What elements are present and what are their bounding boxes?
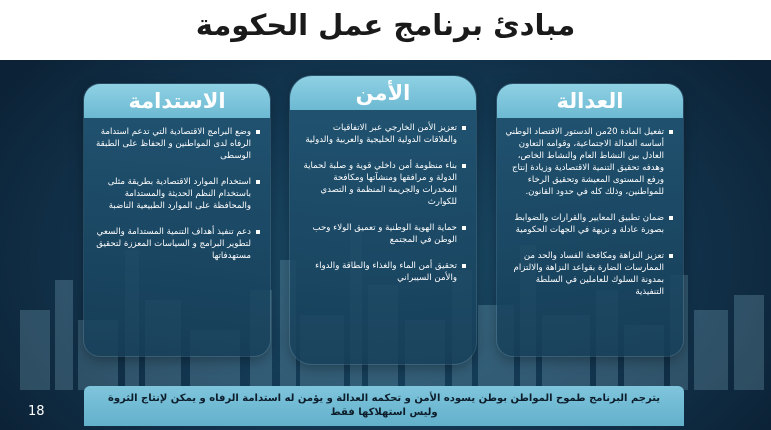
card-justice [497,84,683,356]
summary-line-2: وليس استهلاكها فقط [330,407,438,418]
list-item: استخدام الموارد الاقتصادية بطريقة مثلى باستخدام النظم الحديثة والمستدامة والمحافظة على الموارد الطبيعية الناضبة [92,176,260,212]
card-security [290,76,476,364]
list-item: تعزيز الأمن الخارجي عبر الاتفاقيات والعلاقات الدولية الخليجية والعربية والدولية [298,122,466,146]
summary-line-1: يترجم البرنامج طموح المواطن بوطن يسوده الأمن و تحكمه العدالة و يؤمن له استدامة الرفاه و يمكن لإنتاج الثروة [107,393,661,404]
list-item: وضع البرامج الاقتصادية التي تدعم استدامة الرفاه لدى المواطنين و الحفاظ على الطبقة الوسطى [92,126,260,162]
card-justice-title: العدالة [497,84,683,118]
list-item: ضمان تطبيق المعايير والقرارات والضوابط بصورة عادلة و نزيهة في الجهات الحكومية [505,212,673,236]
list-item: حماية الهوية الوطنية و تعميق الولاء وحب الوطن في المجتمع [298,222,466,246]
card-security-title: الأمن [290,76,476,110]
card-sustainability-body [92,126,260,276]
card-security-body [298,122,466,298]
page-number: 18 [28,404,45,419]
list-item: تحقيق أمن الماء والغذاء والطاقة والدواء والأمن السيبراني [298,260,466,284]
card-sustainability [84,84,270,356]
card-justice-body [505,126,673,312]
list-item: بناء منظومة أمن داخلي قوية و صلبة لحماية الدولة و مرافقها ومنشآتها ومكافحة المخدرات والجريمة المنظمة و التصدي للكوارث [298,160,466,208]
summary-banner [84,386,684,426]
list-item: تعزيز النزاهة ومكافحة الفساد والحد من الممارسات الضارة بقواعد النزاهة والالتزام بمدونة السلوك للعاملين في السلطة التنفيذية [505,250,673,298]
list-item: تفعيل المادة 20من الدستور الاقتصاد الوطني أساسه العدالة الاجتماعية، وقوامه التعاون العادل بين النشاط العام والنشاط الخاص، وهدفه تحقيق التنمية الاقتصادية وزيادة إنتاج ورفع المستوى المعيشة وتحقيق الرخاء للمواطنين، وذلك كله في حدود القانون. [505,126,673,198]
list-item: دعم تنفيذ أهداف التنمية المستدامة والسعي لتطوير البرامج و السياسات المعززة لتحقيق مستهدفاتها [92,226,260,262]
card-sustainability-title: الاستدامة [84,84,270,118]
slide-title: مبادئ برنامج عمل الحكومة [195,8,576,42]
